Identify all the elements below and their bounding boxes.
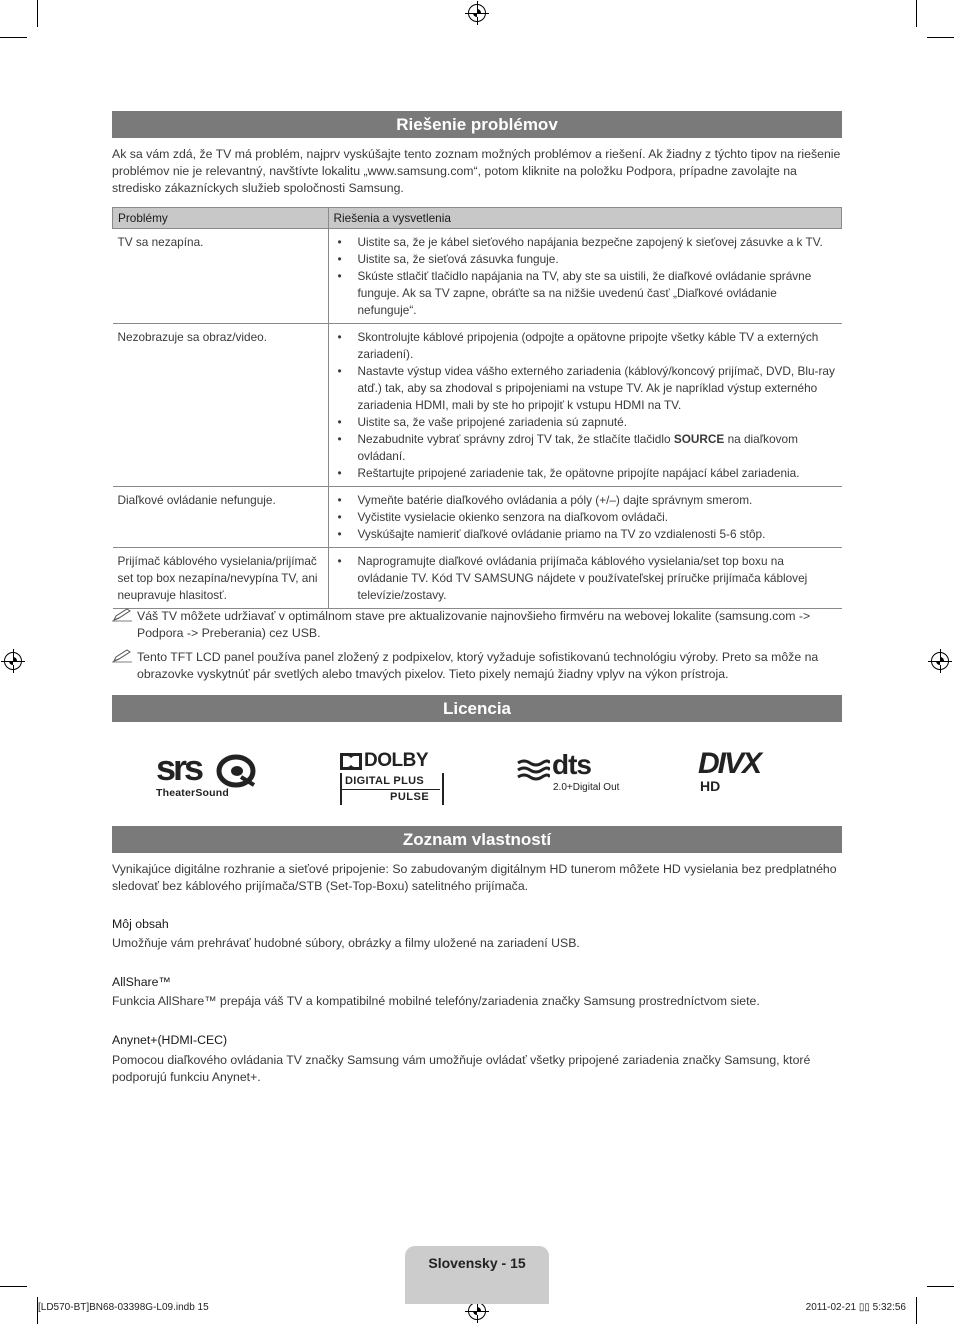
srs-circle-icon [215,754,257,788]
dts-logo [516,749,622,797]
feature-text: Funkcia AllShare™ prepája váš TV a kompatibilné mobilné telefóny/zariadenia značky Samsung prostredníctvom siete. [112,994,760,1008]
solution-item: • Vymeňte batérie diaľkového ovládania a póly (+/–) dajte správnym smerom. [358,492,836,509]
problem-cell: Diaľkové ovládanie nefunguje. [113,487,329,548]
problem-cell: Nezobrazuje sa obraz/video. [113,324,329,487]
table-row [113,487,842,548]
solution-cell [328,229,842,324]
divx-logo-subtext: HD [700,778,721,794]
registration-mark-icon [931,652,949,670]
section-title-features: Zoznam vlastností [112,826,842,853]
table-row [113,548,842,609]
divx-logo [698,747,802,796]
crop-mark [0,37,27,38]
source-keyword: SOURCE [673,432,725,446]
crop-mark [37,0,38,27]
footer-file-info: [LD570-BT]BN68-03398G-L09.indb 15 [38,1302,209,1313]
dts-logo-text: dts [552,749,591,780]
dolby-logo [340,752,444,806]
registration-mark-icon [468,1302,486,1320]
note [112,608,842,642]
dolby-logo-text: DOLBY [364,750,428,771]
solution-item: • Reštartujte pripojené zariadenie tak, že opätovne pripojíte napájací kábel zariadenia. [358,465,836,482]
crop-mark [927,37,954,38]
feature-title: Anynet+(HDMI-CEC) [112,1033,228,1047]
page-number-tab: Slovensky - 15 [405,1246,549,1304]
table-row [113,229,842,324]
dts-logo-subtext: 2.0+Digital Out [553,782,620,793]
registration-mark-icon [4,652,22,670]
crop-mark [916,1297,917,1324]
srs-logo-text: srs [156,747,202,788]
problem-cell: Prijímač káblového vysielania/prijímač set top box nezapína/nevypína TV, ani neupravuje hlasitosť. [113,548,329,609]
crop-mark [916,0,917,27]
feature-text: Umožňuje vám prehrávať hudobné súbory, obrázky a filmy uložené na zariadení USB. [112,936,580,950]
troubleshooting-table [112,207,842,609]
dolby-pulse-text: PULSE [390,791,430,803]
solution-item: • Vyskúšajte namieriť diaľkové ovládanie priamo na TV zo vzdialenosti 5-6 stôp. [358,526,836,543]
solution-item: • Nezabudnite vybrať správny zdroj TV tak, že stlačíte tlačidlo SOURCE na diaľkovom ovládaní. [358,431,836,465]
section-title-troubleshooting: Riešenie problémov [112,111,842,138]
dolby-double-d-icon [340,753,362,770]
srs-logo-subtext: TheaterSound [156,787,229,799]
solution-cell [328,487,842,548]
solution-item: • Uistite sa, že sieťová zásuvka funguje. [358,251,836,268]
solution-item: • Naprogramujte diaľkové ovládania prijímača káblového vysielania/set top boxu na ovládanie TV. Kód TV SAMSUNG nájdete v používateľskej príručke prijímača káblovej televízie/zostavy. [358,553,836,604]
srs-logo [156,747,260,800]
section-title-license: Licencia [112,695,842,722]
note-text: Váš TV môžete udržiavať v optimálnom stave pre aktualizovanie najnovšieho firmvéru na webovej lokalite (samsung.com -> Podpora -> Preberania) cez USB. [137,609,811,640]
col-header-problems: Problémy [113,208,329,229]
solution-item: • Skúste stlačiť tlačidlo napájania na TV, aby ste sa uistili, že diaľkové ovládanie správne funguje. Ak sa TV zapne, obráťte sa na nižšie uvedenú časť „Diaľkové ovládanie nefunguje“. [358,268,836,319]
table-row [113,324,842,487]
pencil-note-icon [112,608,132,622]
table-header-row [113,208,842,229]
note-text: Tento TFT LCD panel používa panel zložený z podpixelov, ktorý vyžaduje sofistikovanú technológiu výroby. Preto sa môže na obrazovke vyskytnúť pár svetlých alebo tmavých pixelov. Tieto pixely nemajú žiadny vplyv na výkon prístroja. [137,650,819,681]
footer-timestamp: 2011-02-21 ▯▯ 5:32:56 [805,1302,906,1313]
solution-item: • Skontrolujte káblové pripojenia (odpojte a opätovne pripojte všetky káble TV a externých zariadení). [358,329,836,363]
feature-text: Pomocou diaľkového ovládania TV značky Samsung vám umožňuje ovládať všetky pripojené zariadenia značky Samsung, ktoré podporujú funkciu Anynet+. [112,1053,811,1084]
crop-mark [927,1286,954,1287]
registration-mark-icon [468,4,486,22]
solution-item: • Nastavte výstup videa vášho externého zariadenia (káblový/koncový prijímač, DVD, Blu-ray atď.) tak, aby sa zhodoval s pripojeniami na vstupe TV. Ak je napríklad výstup externého zariadenia HDMI, mali by ste ho pripojiť k vstupu HDMI na TV. [358,363,836,414]
solution-item: • Uistite sa, že je kábel sieťového napájania bezpečne zapojený k sieťovej zásuvke a k TV. [358,234,836,251]
feature-title: AllShare™ [112,975,171,989]
problem-cell: TV sa nezapína. [113,229,329,324]
pencil-note-icon [112,649,132,663]
dts-wave-icon [516,759,550,781]
feature-title: Môj obsah [112,917,169,931]
divx-logo-text: DIVX [698,747,761,780]
solution-cell [328,548,842,609]
solution-cell [328,324,842,487]
note [112,649,842,683]
crop-mark [0,1286,27,1287]
dolby-digital-plus-text: DIGITAL PLUS [345,775,424,787]
solution-item: • Vyčistite vysielacie okienko senzora na diaľkovom ovládači. [358,509,836,526]
solution-item: • Uistite sa, že vaše pripojené zariadenia sú zapnuté. [358,414,836,431]
troubleshooting-intro: Ak sa vám zdá, že TV má problém, najprv vyskúšajte tento zoznam možných problémov a riešení. Ak žiadny z týchto tipov na riešenie problémov nie je relevantný, navštívte lokalitu „www.samsung.com“, potom kliknite na položku Podpora, prípadne zavolajte na stredisko zákazníckych služieb spoločnosti Samsung. [112,147,841,195]
col-header-solutions: Riešenia a vysvetlenia [328,208,842,229]
features-intro: Vynikajúce digitálne rozhranie a sieťové pripojenie: So zabudovaným digitálnym HD tunerom môžete HD vysielania bez predplatného sledovať bez káblového prijímača/STB (Set-Top-Boxu) satelitného prijímača. [112,862,837,893]
